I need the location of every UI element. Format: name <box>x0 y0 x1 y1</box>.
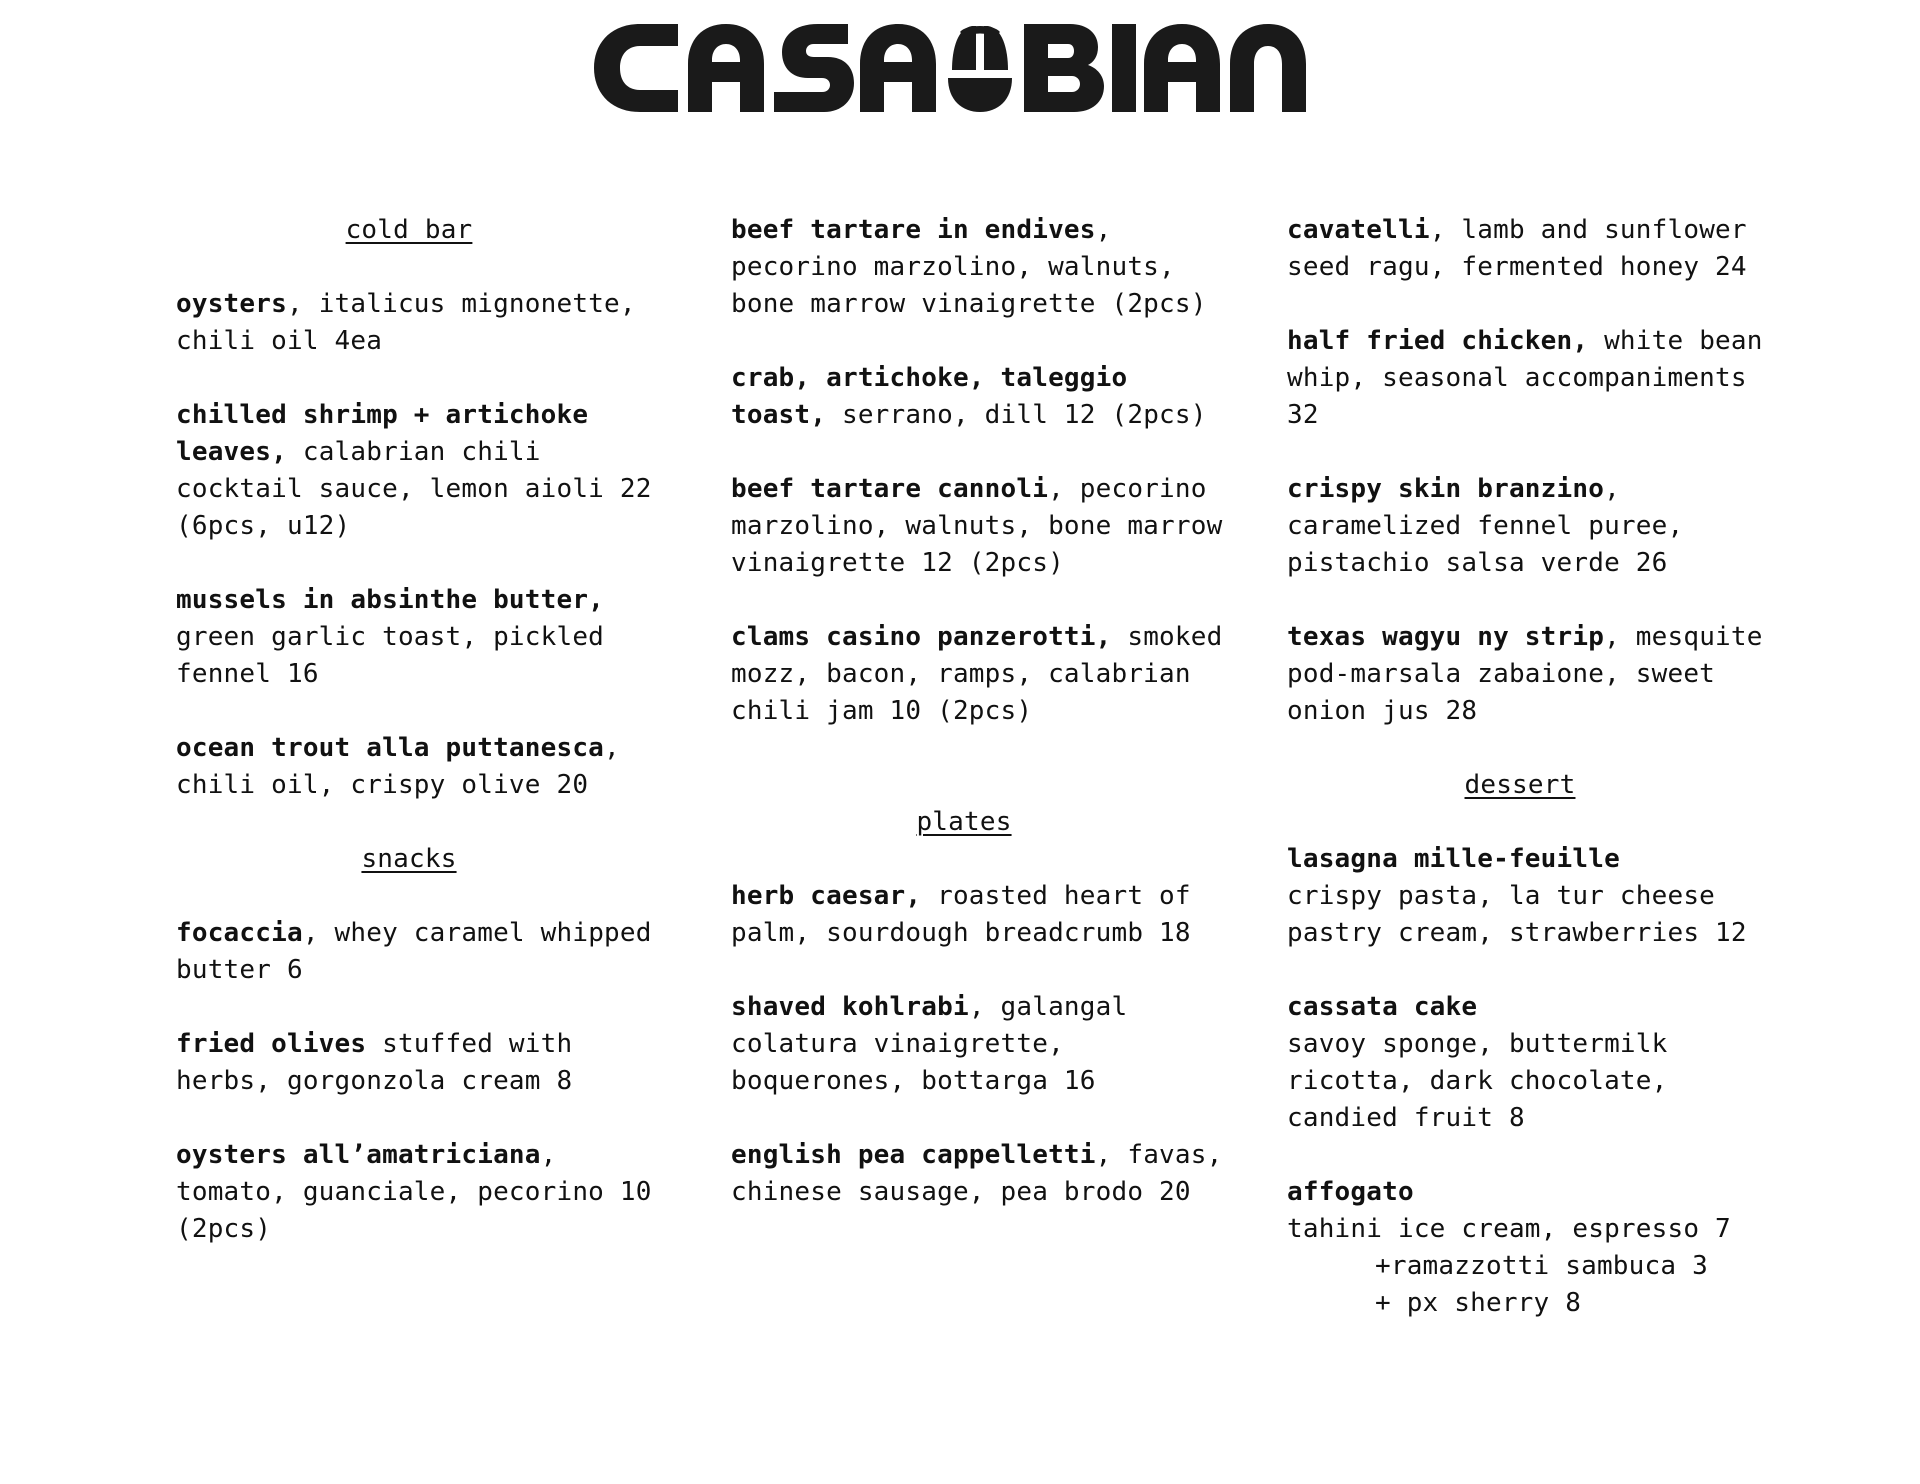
menu-item <box>731 989 1231 1100</box>
item-description: , favas, chinese sausage, pea brodo 20 <box>731 1140 1223 1207</box>
item-description: calabrian chili cocktail sauce, lemon aioli 22 (6pcs, u12) <box>176 437 652 541</box>
item-description: , tomato, guanciale, pecorino 10 (2pcs) <box>176 1140 652 1244</box>
menu-item <box>731 360 1231 434</box>
menu-item <box>731 212 1231 323</box>
menu-item <box>731 471 1231 582</box>
item-description: , mesquite pod-marsala zabaione, sweet onion jus 28 <box>1287 622 1763 726</box>
menu-item <box>176 286 676 360</box>
item-name: fried olives <box>176 1029 367 1059</box>
menu-item <box>1287 471 1787 582</box>
menu-item <box>731 1137 1231 1211</box>
item-description: stuffed with herbs, gorgonzola cream 8 <box>176 1029 573 1096</box>
casa-bianca-wordmark <box>592 20 1342 116</box>
item-name: cavatelli <box>1287 215 1430 245</box>
item-description: savoy sponge, buttermilk ricotta, dark chocolate, candied fruit 8 <box>1287 1029 1668 1133</box>
item-description: , pecorino marzolino, walnuts, bone marrow vinaigrette (2pcs) <box>731 215 1207 319</box>
item-name: cassata cake <box>1287 992 1478 1022</box>
item-description: smoked mozz, bacon, ramps, calabrian chili jam 10 (2pcs) <box>731 622 1223 726</box>
item-name: beef tartare in endives <box>731 215 1096 245</box>
item-description: , chili oil, crispy olive 20 <box>176 733 620 800</box>
addon-option: + px sherry 8 <box>1375 1288 1582 1318</box>
menu-item <box>176 730 676 804</box>
item-name: oysters <box>176 289 287 319</box>
item-name: clams casino panzerotti, <box>731 622 1112 652</box>
section-spacer <box>731 767 1231 804</box>
item-name: affogato <box>1287 1177 1414 1207</box>
item-description: white bean whip, seasonal accompaniments 32 <box>1287 326 1763 430</box>
item-description: , italicus mignonette, chili oil 4ea <box>176 289 636 356</box>
item-name: half fried chicken, <box>1287 326 1589 356</box>
item-description: roasted heart of palm, sourdough breadcrumb 18 <box>731 881 1191 948</box>
item-name: herb caesar, <box>731 881 922 911</box>
menu-item <box>1287 1174 1787 1322</box>
item-description: , pecorino marzolino, walnuts, bone marrow vinaigrette 12 (2pcs) <box>731 474 1223 578</box>
item-description: , galangal colatura vinaigrette, boquerones, bottarga 16 <box>731 992 1128 1096</box>
section-heading-cold-bar: cold bar <box>345 215 473 245</box>
item-description: tahini ice cream, espresso 7 <box>1287 1214 1731 1244</box>
section-heading-dessert: dessert <box>1464 770 1576 800</box>
item-description: , caramelized fennel puree, pistachio salsa verde 26 <box>1287 474 1684 578</box>
menu-item <box>176 1137 676 1248</box>
menu-item <box>1287 619 1787 730</box>
item-name: chilled shrimp + artichoke leaves, <box>176 400 589 467</box>
menu-item <box>176 1026 676 1100</box>
item-description: , lamb and sunflower seed ragu, fermented honey 24 <box>1287 215 1747 282</box>
item-name: beef tartare cannoli <box>731 474 1049 504</box>
menu-item <box>176 915 676 989</box>
item-name: oysters all’amatriciana <box>176 1140 541 1170</box>
menu-item <box>176 582 676 693</box>
item-name: texas wagyu ny strip <box>1287 622 1605 652</box>
item-name: shaved kohlrabi <box>731 992 969 1022</box>
section-heading-snacks: snacks <box>361 844 457 874</box>
section-heading-plates: plates <box>916 807 1012 837</box>
menu-column-3 <box>1287 212 1787 1322</box>
menu-item <box>1287 989 1787 1137</box>
item-description: , whey caramel whipped butter 6 <box>176 918 652 985</box>
menu-column-1 <box>176 212 676 1248</box>
restaurant-logo <box>592 20 1342 116</box>
menu-item <box>1287 212 1787 286</box>
item-description: green garlic toast, pickled fennel 16 <box>176 622 605 689</box>
menu-item <box>731 878 1231 952</box>
item-name: ocean trout alla puttanesca <box>176 733 605 763</box>
menu-column-2 <box>731 212 1231 1211</box>
item-name: mussels in absinthe butter, <box>176 585 605 615</box>
item-name: crispy skin branzino <box>1287 474 1605 504</box>
item-name: crab, artichoke, taleggio toast, <box>731 363 1128 430</box>
menu-item <box>1287 323 1787 434</box>
item-name: english pea cappelletti <box>731 1140 1096 1170</box>
menu-item <box>731 619 1231 730</box>
item-name: focaccia <box>176 918 303 948</box>
menu-item <box>1287 841 1787 952</box>
addon-option: +ramazzotti sambuca 3 <box>1375 1251 1708 1281</box>
item-description: crispy pasta, la tur cheese pastry cream, strawberries 12 <box>1287 881 1747 948</box>
item-description: serrano, dill 12 (2pcs) <box>826 400 1207 430</box>
item-name: lasagna mille-feuille <box>1287 844 1620 874</box>
menu-item <box>176 397 676 545</box>
